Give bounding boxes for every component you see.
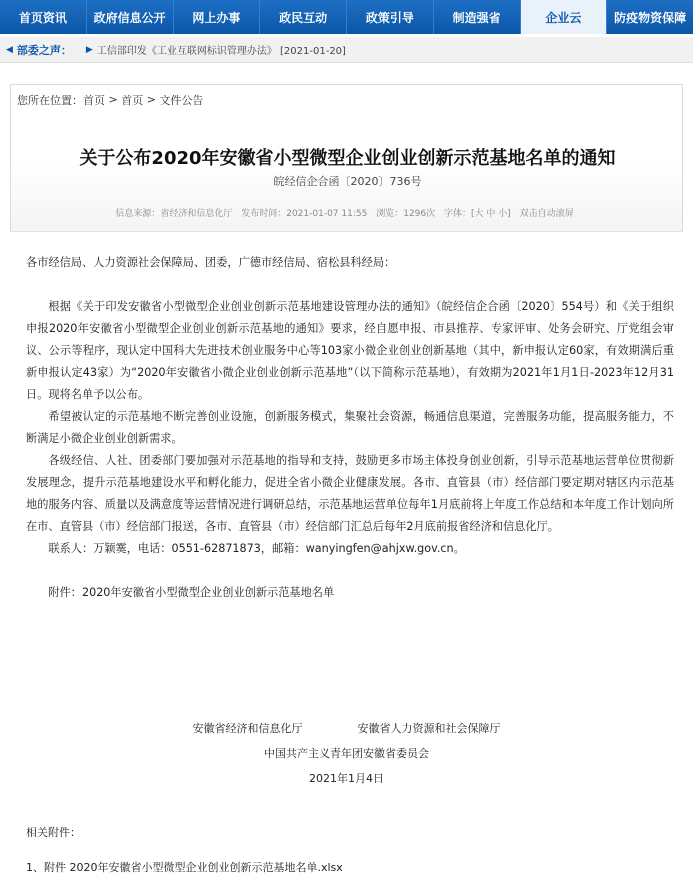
signature-block [0, 716, 693, 791]
signature-org-3: 中国共产主义青年团安徽省委员会 [264, 747, 429, 760]
meta-source: 信息来源：省经济和信息化厅 [115, 209, 233, 219]
contact-paragraph: 联系人：万颖霙，电话：0551-62871873，邮箱：wanyingfen@ahjxw.gov.cn。 [48, 542, 465, 555]
paragraph: 根据《关于印发安徽省小型微型企业创业创新示范基地建设管理办法的通知》（皖经信企合函〔2020〕554号）和《关于组织申报2020年安徽省小型微型企业创业创新示范基地的通知》要求，经自愿申报、市县推荐、专家评审、处务会研究、厅党组会审议、公示等程序，现认定中国科大先进技术创业服务中心等103家小微企业创业创新基地（其中，新申报认定60家，有效期满后重新申报认定43家）为“2020年安徽省小微企业创业创新示范基地”（以下简称示范基地），有效期为2021年1月1日-2023年12月31日。现将名单予以公布。 [26, 300, 674, 401]
nav-item-manufacturing[interactable]: 制造强省 [434, 0, 521, 34]
attachment-link[interactable]: 1、附件 2020年安徽省小型微型企业创业创新示范基地名单.xlsx [26, 861, 343, 874]
breadcrumb [10, 84, 683, 114]
autoscroll-hint: 双击自动滚屏 [519, 209, 574, 219]
breadcrumb-item-home-2[interactable]: 首页 [121, 93, 144, 107]
signature-org-2: 安徽省人力资源和社会保障厅 [357, 722, 501, 735]
breadcrumb-separator: > [143, 93, 160, 106]
notice-label: 部委之声： [16, 43, 72, 57]
speaker-icon: ◀ [6, 44, 13, 55]
article-title: 关于公布2020年安徽省小型微型企业创业创新示范基地名单的通知 [79, 148, 616, 169]
font-size-control[interactable]: 字体：[大 中 小] [444, 209, 511, 219]
signature-date: 2021年1月4日 [309, 772, 384, 785]
related-attachments [26, 820, 343, 880]
signature-org-1: 安徽省经济和信息化厅 [192, 722, 303, 735]
notice-bar [0, 37, 693, 63]
article-meta [11, 206, 684, 219]
breadcrumb-separator: > [105, 93, 122, 106]
breadcrumb-item-home[interactable]: 首页 [83, 93, 105, 107]
paragraph: 各级经信、人社、团委部门要加强对示范基地的指导和支持，鼓励更多市场主体投身创业创新，引导示范基地运营单位贯彻新发展理念，提升示范基地建设水平和孵化能力，促进全省小微企业健康发展。各市、直管县（市）经信部门要定期对辖区内示范基地的服务内容、质量以及满意度等运营情况进行调研总结，示范基地运营单位每年1月底前将上年度工作总结和本年度工作计划向所在市、直管县（市）经信部门报送，各市、直管县（市）经信部门汇总后每年2月底前报省经济和信息化厅。 [26, 454, 674, 533]
notice-link[interactable]: 工信部印发《工业互联网标识管理办法》 [2021-01-20] [96, 46, 346, 57]
meta-time: 发布时间：2021-01-07 11:55 [241, 209, 368, 219]
signature-row-1 [0, 716, 693, 741]
breadcrumb-item-notices[interactable]: 文件公告 [159, 93, 204, 107]
meta-views: 浏览：1296次 [376, 209, 436, 219]
arrow-right-icon: ▶ [85, 44, 93, 55]
paragraph: 希望被认定的示范基地不断完善创业设施，创新服务模式，集聚社会资源，畅通信息渠道，完善服务功能，提高服务能力，不断满足小微企业创业创新需求。 [26, 410, 674, 445]
nav-item-gov-info[interactable]: 政府信息公开 [87, 0, 174, 34]
article-body [26, 252, 674, 604]
attachment-note: 附件：2020年安徽省小型微型企业创业创新示范基地名单 [48, 586, 335, 599]
nav-item-epidemic-supplies[interactable]: 防疫物资保障 [614, 10, 687, 25]
nav-item-policy[interactable]: 政策引导 [347, 0, 434, 34]
document-number: 皖经信企合函〔2020〕736号 [273, 175, 422, 188]
nav-item-enterprise-cloud[interactable]: 企业云 [521, 0, 608, 34]
breadcrumb-prefix: 您所在位置： [17, 93, 83, 107]
top-nav [0, 0, 693, 34]
greeting: 各市经信局、人力资源社会保障局、团委，广德市经信局、宿松县科经局： [26, 256, 396, 269]
nav-item-home[interactable]: 首页资讯 [0, 0, 87, 34]
article-header [10, 114, 683, 232]
nav-item-interaction[interactable]: 政民互动 [260, 0, 347, 34]
nav-item-online-services[interactable]: 网上办事 [174, 0, 261, 34]
related-label: 相关附件： [26, 826, 81, 839]
